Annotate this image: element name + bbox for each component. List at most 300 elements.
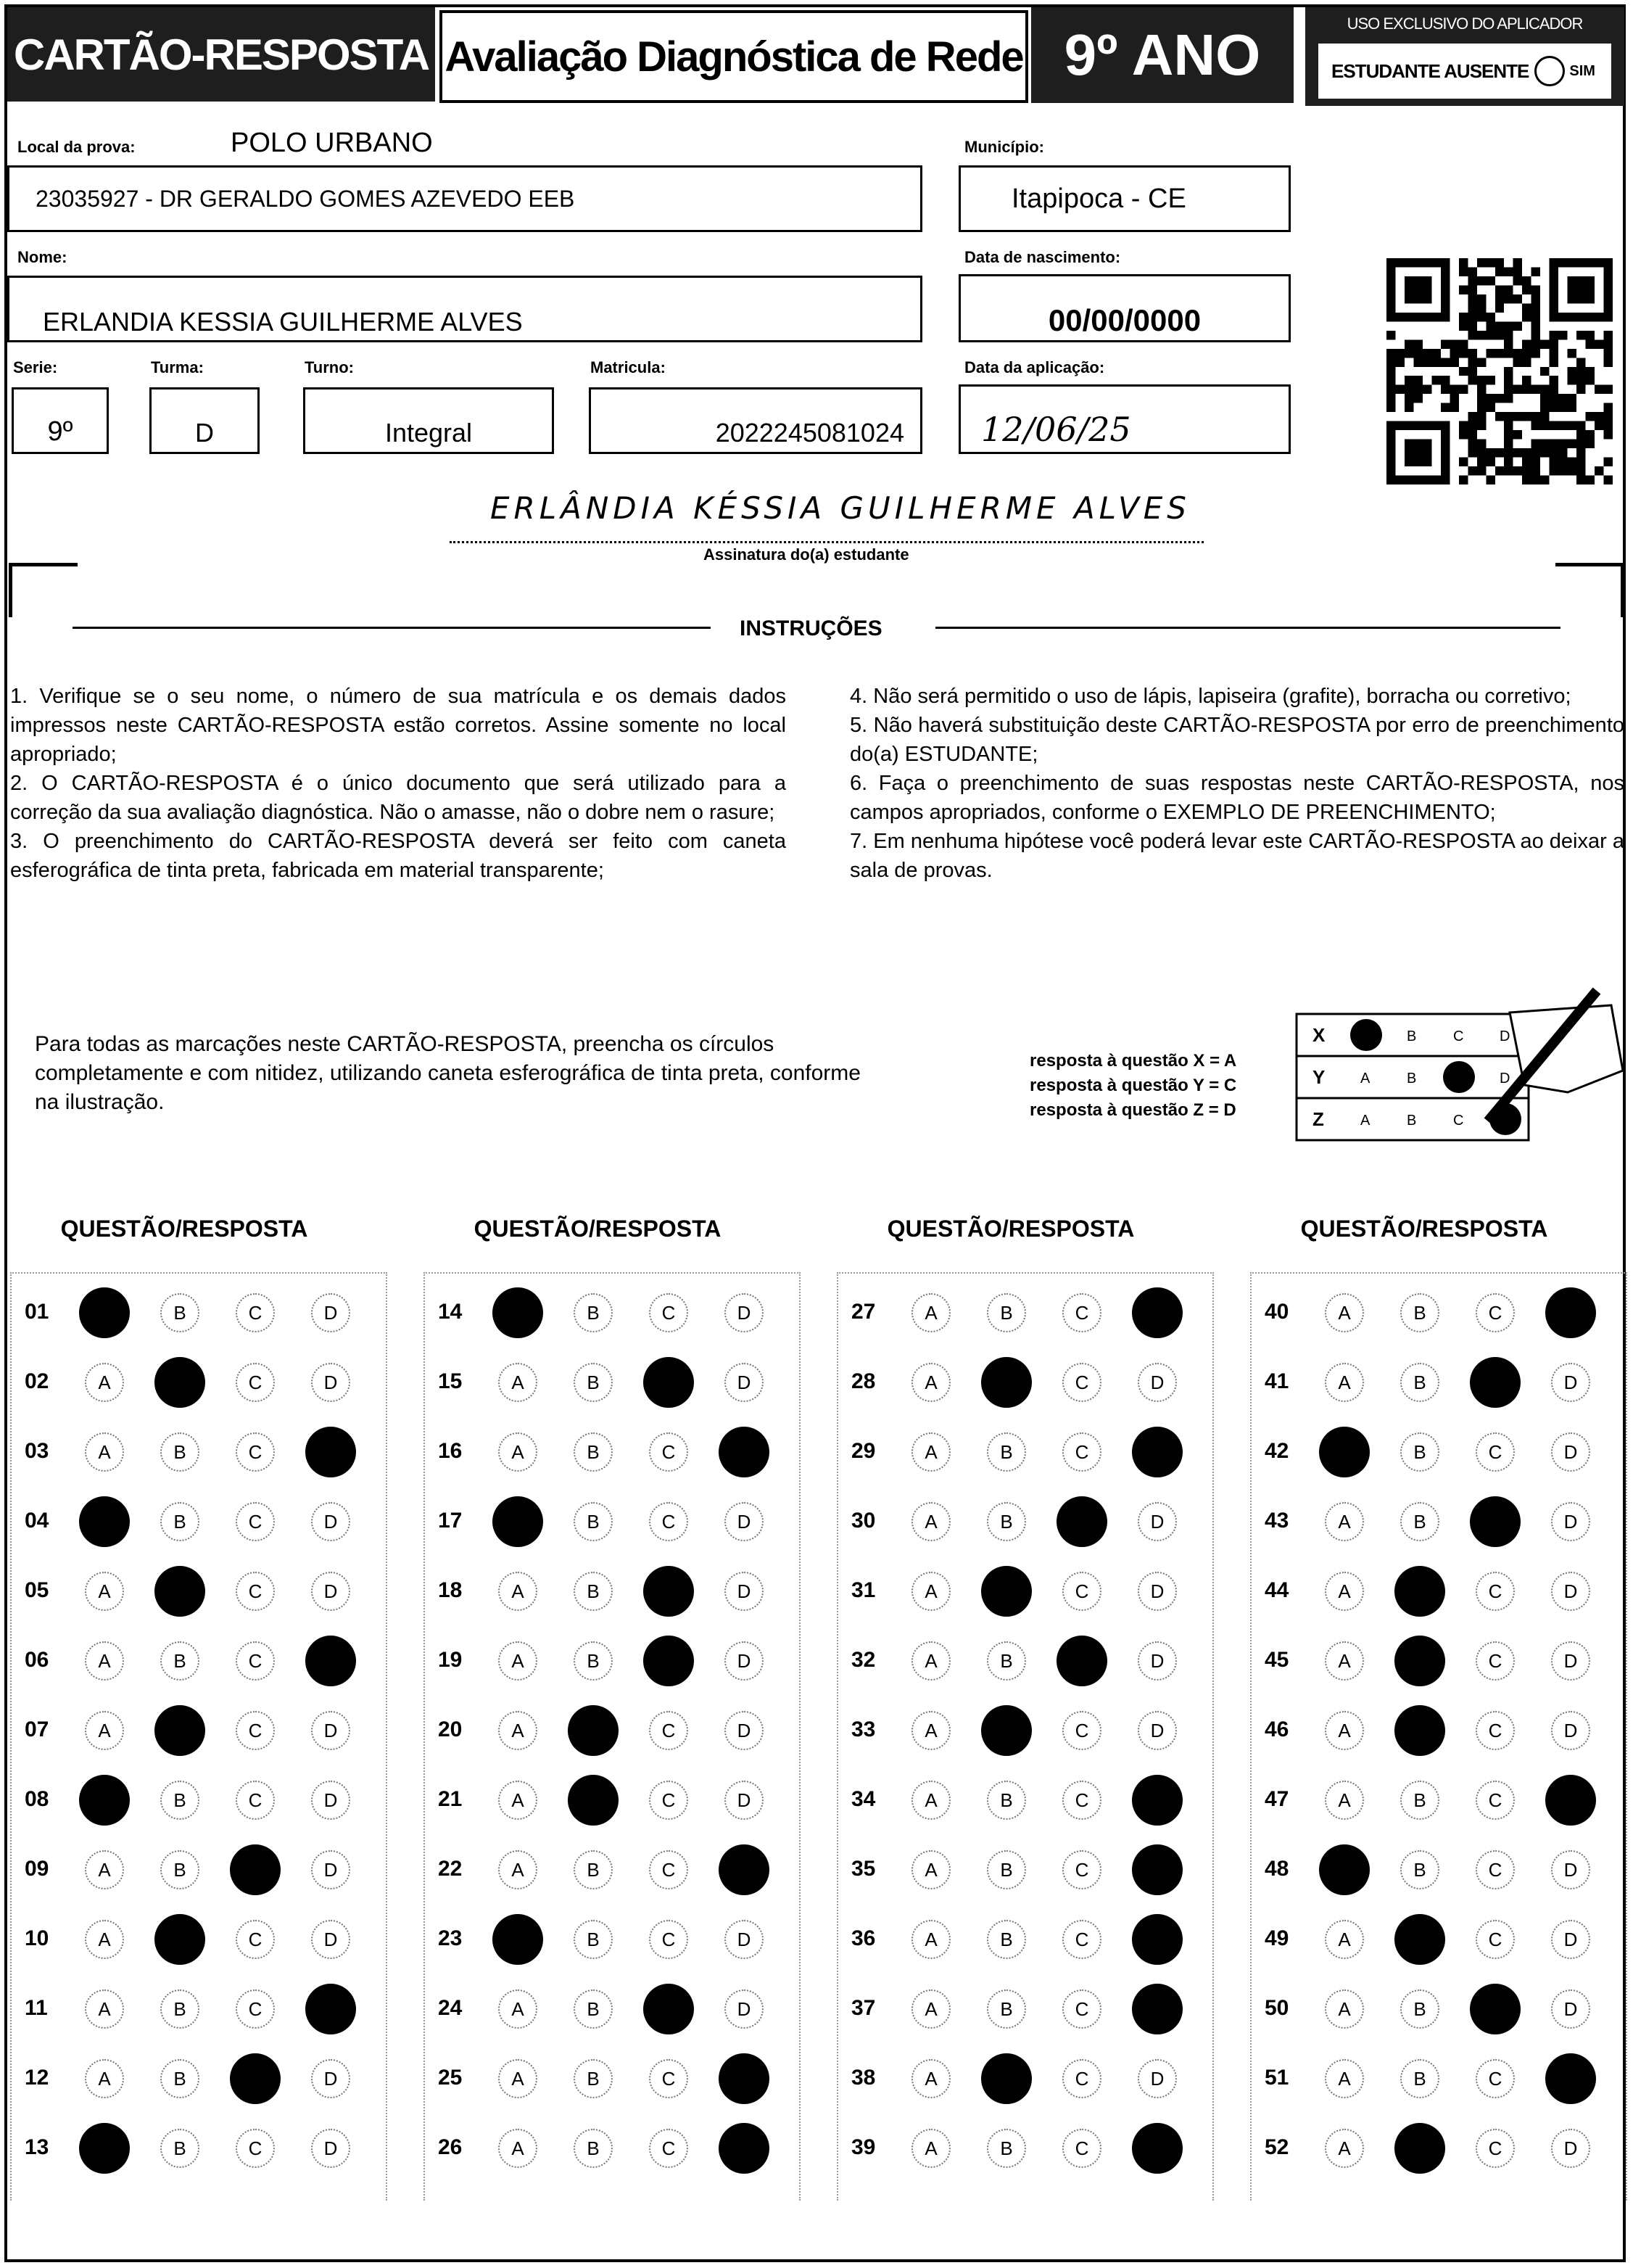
- column-title: QUESTÃO/RESPOSTA: [60, 1216, 308, 1242]
- answer-bubble[interactable]: C: [1062, 1572, 1101, 1611]
- answer-bubble[interactable]: A: [911, 1989, 951, 2029]
- answer-bubble-filled[interactable]: [1132, 1844, 1183, 1895]
- answer-bubble[interactable]: A: [911, 1432, 951, 1472]
- answer-bubble[interactable]: C: [1476, 1572, 1515, 1611]
- answer-bubble[interactable]: A: [498, 1572, 537, 1611]
- answer-bubble[interactable]: A: [498, 1850, 537, 1889]
- answer-bubble[interactable]: B: [987, 1641, 1026, 1681]
- answer-bubble[interactable]: D: [724, 1502, 764, 1541]
- question-number: 22: [438, 1857, 463, 1881]
- instruction-3: 3. O preenchimento do CARTÃO-RESPOSTA deverá ser feito com caneta esferográfica de tinta preta, fabricada em material transparente;: [10, 830, 786, 882]
- answer-bubble[interactable]: C: [649, 2059, 688, 2098]
- answer-bubble[interactable]: C: [1062, 1432, 1101, 1472]
- answer-bubble[interactable]: A: [1325, 1781, 1364, 1820]
- nasc-field: [959, 274, 1291, 342]
- answer-bubble[interactable]: C: [236, 1641, 275, 1681]
- answer-bubble-filled[interactable]: [492, 1914, 543, 1965]
- example-filled-bubble: [1350, 1019, 1382, 1051]
- answer-bubble-filled[interactable]: [1394, 2123, 1445, 2174]
- answer-bubble[interactable]: B: [987, 1432, 1026, 1472]
- answer-bubble[interactable]: B: [987, 1850, 1026, 1889]
- answer-bubble[interactable]: B: [160, 1781, 199, 1820]
- answer-bubble[interactable]: C: [236, 1920, 275, 1959]
- answer-bubble-filled[interactable]: [154, 1566, 205, 1617]
- answer-bubble[interactable]: D: [311, 1572, 350, 1611]
- answer-bubble[interactable]: C: [649, 1711, 688, 1750]
- answer-bubble[interactable]: D: [1551, 1711, 1590, 1750]
- answer-bubble[interactable]: A: [85, 1920, 124, 1959]
- answer-bubble[interactable]: C: [1476, 1781, 1515, 1820]
- example-option-letter: A: [1360, 1071, 1371, 1086]
- question-number: 40: [1265, 1300, 1289, 1324]
- answer-bubble[interactable]: C: [649, 1432, 688, 1472]
- question-number: 41: [1265, 1369, 1289, 1393]
- answer-bubble[interactable]: C: [1062, 1781, 1101, 1820]
- question-number: 23: [438, 1926, 463, 1950]
- answer-bubble-filled[interactable]: [79, 1496, 130, 1547]
- question-number: 10: [25, 1926, 49, 1950]
- example-option-letter: D: [1500, 1071, 1510, 1086]
- card-title: CARTÃO-RESPOSTA: [7, 7, 435, 102]
- answer-bubble[interactable]: A: [1325, 1641, 1364, 1681]
- answer-bubble[interactable]: A: [911, 1502, 951, 1541]
- answer-bubble[interactable]: C: [236, 1989, 275, 2029]
- answer-bubble[interactable]: A: [85, 1432, 124, 1472]
- answer-bubble[interactable]: D: [1551, 1641, 1590, 1681]
- question-number: 42: [1265, 1439, 1289, 1463]
- answer-bubble[interactable]: D: [1138, 1572, 1177, 1611]
- answer-bubble[interactable]: C: [1062, 2059, 1101, 2098]
- answer-bubble-filled[interactable]: [1394, 1705, 1445, 1756]
- answer-bubble[interactable]: D: [1551, 2129, 1590, 2168]
- answer-bubble-filled[interactable]: [305, 1427, 356, 1477]
- answer-bubble-filled[interactable]: [1545, 2053, 1596, 2104]
- question-number: 17: [438, 1509, 463, 1533]
- answer-bubble[interactable]: B: [574, 1363, 613, 1402]
- answer-bubble[interactable]: D: [724, 1363, 764, 1402]
- instruction-4: 4. Não será permitido o uso de lápis, lapiseira (grafite), borracha ou corretivo;: [850, 685, 1571, 708]
- answer-bubble-filled[interactable]: [719, 1427, 769, 1477]
- answer-bubble[interactable]: C: [649, 1293, 688, 1332]
- answer-bubble[interactable]: B: [1400, 1850, 1439, 1889]
- answer-bubble-filled[interactable]: [1132, 1287, 1183, 1338]
- instruction-1: 1. Verifique se o seu nome, o número de sua matrícula e os demais dados impressos neste CARTÃO-RESPOSTA estão corretos. Assine somente no local apropriado;: [10, 685, 786, 766]
- answer-bubble[interactable]: C: [1476, 1641, 1515, 1681]
- answer-bubble[interactable]: B: [1400, 2059, 1439, 2098]
- answer-bubble[interactable]: D: [311, 1502, 350, 1541]
- answer-bubble[interactable]: C: [236, 2129, 275, 2168]
- answer-bubble[interactable]: D: [311, 2129, 350, 2168]
- column-title: QUESTÃO/RESPOSTA: [887, 1216, 1135, 1242]
- matricula-label: Matricula:: [590, 358, 666, 376]
- absent-bubble[interactable]: [1534, 56, 1565, 86]
- answer-bubble[interactable]: D: [724, 1572, 764, 1611]
- turma-label: Turma:: [151, 358, 204, 376]
- answer-bubble[interactable]: B: [160, 1502, 199, 1541]
- answer-bubble-filled[interactable]: [1057, 1496, 1107, 1547]
- answer-bubble[interactable]: A: [911, 1641, 951, 1681]
- fill-example: [1292, 984, 1623, 1158]
- answer-bubble[interactable]: B: [574, 1641, 613, 1681]
- answer-bubble[interactable]: C: [1062, 1711, 1101, 1750]
- aplicacao-value: 12/06/25: [981, 410, 1131, 449]
- question-number: 49: [1265, 1926, 1289, 1950]
- answer-bubble-filled[interactable]: [154, 1914, 205, 1965]
- answer-bubble-filled[interactable]: [568, 1705, 619, 1756]
- question-number: 33: [851, 1718, 876, 1741]
- answer-bubble[interactable]: D: [311, 1781, 350, 1820]
- municipio-label: Município:: [964, 138, 1044, 156]
- answer-bubble-filled[interactable]: [719, 1844, 769, 1895]
- answer-bubble[interactable]: A: [498, 2129, 537, 2168]
- aplicacao-label: Data da aplicação:: [964, 358, 1105, 376]
- instr-rule-right: [935, 627, 1560, 629]
- answer-bubble[interactable]: C: [1062, 1989, 1101, 2029]
- answer-bubble-filled[interactable]: [1057, 1636, 1107, 1686]
- turno-label: Turno:: [305, 358, 355, 376]
- answer-bubble-filled[interactable]: [492, 1287, 543, 1338]
- example-line-z: resposta à questão Z = D: [1030, 1100, 1236, 1120]
- aplicador-title: USO EXCLUSIVO DO APLICADOR: [1347, 15, 1583, 33]
- grade-label: 9º ANO: [1031, 7, 1294, 103]
- answer-bubble[interactable]: B: [574, 1432, 613, 1472]
- answer-bubble-filled[interactable]: [719, 2123, 769, 2174]
- answer-bubble[interactable]: D: [1138, 1502, 1177, 1541]
- answer-bubble-filled[interactable]: [154, 1705, 205, 1756]
- local-value: POLO URBANO: [231, 128, 433, 158]
- answer-bubble-filled[interactable]: [1132, 1775, 1183, 1826]
- answer-bubble[interactable]: A: [911, 1363, 951, 1402]
- question-number: 34: [851, 1787, 876, 1811]
- answer-bubble[interactable]: B: [574, 2059, 613, 2098]
- nasc-value: 00/00/0000: [1048, 303, 1202, 337]
- answer-bubble[interactable]: A: [1325, 2059, 1364, 2098]
- example-labels: [1030, 1049, 1236, 1123]
- question-number: 20: [438, 1718, 463, 1741]
- answer-bubble[interactable]: A: [1325, 1502, 1364, 1541]
- answer-bubble[interactable]: A: [911, 1711, 951, 1750]
- answer-bubble[interactable]: D: [311, 2059, 350, 2098]
- answer-bubble[interactable]: D: [724, 1641, 764, 1681]
- answer-bubble[interactable]: C: [236, 1572, 275, 1611]
- answer-bubble[interactable]: A: [1325, 1293, 1364, 1332]
- instruction-5: 5. Não haverá substituição deste CARTÃO-RESPOSTA por erro de preenchimento do(a) ESTUDANTE;: [850, 714, 1624, 766]
- instruction-7: 7. Em nenhuma hipótese você poderá levar este CARTÃO-RESPOSTA ao deixar a sala de provas.: [850, 830, 1624, 882]
- answer-bubble[interactable]: B: [160, 1432, 199, 1472]
- answer-bubble-filled[interactable]: [1394, 1914, 1445, 1965]
- answer-bubble[interactable]: B: [574, 1850, 613, 1889]
- answer-bubble-filled[interactable]: [981, 1357, 1032, 1408]
- answer-bubble-filled[interactable]: [492, 1496, 543, 1547]
- example-line-y: resposta à questão Y = C: [1030, 1076, 1237, 1095]
- question-number: 16: [438, 1439, 463, 1463]
- answer-bubble[interactable]: C: [649, 2129, 688, 2168]
- answer-bubble-filled[interactable]: [1132, 1984, 1183, 2034]
- answer-bubble[interactable]: B: [160, 2129, 199, 2168]
- column-title: QUESTÃO/RESPOSTA: [474, 1216, 722, 1242]
- answer-bubble[interactable]: A: [911, 1920, 951, 1959]
- question-number: 51: [1265, 2066, 1289, 2090]
- question-number: 25: [438, 2066, 463, 2090]
- answer-bubble[interactable]: B: [160, 2059, 199, 2098]
- answer-bubble[interactable]: B: [574, 1920, 613, 1959]
- question-number: 24: [438, 1996, 463, 2020]
- answer-bubble[interactable]: D: [1551, 1363, 1590, 1402]
- answer-bubble-filled[interactable]: [230, 2053, 281, 2104]
- answer-bubble-filled[interactable]: [1470, 1984, 1521, 2034]
- answer-bubble[interactable]: D: [311, 1363, 350, 1402]
- answer-bubble[interactable]: B: [160, 1989, 199, 2029]
- answer-bubble[interactable]: C: [236, 1781, 275, 1820]
- local-label: Local da prova:: [17, 138, 136, 156]
- municipio-value: Itapipoca - CE: [1012, 183, 1186, 214]
- question-number: 28: [851, 1369, 876, 1393]
- signature: ERLÂNDIA KÉSSIA GUILHERME ALVES: [490, 490, 1191, 526]
- answer-bubble-filled[interactable]: [981, 2053, 1032, 2104]
- answer-bubble-filled[interactable]: [79, 1287, 130, 1338]
- question-number: 32: [851, 1648, 876, 1672]
- answer-bubble[interactable]: B: [574, 1293, 613, 1332]
- answer-bubble[interactable]: A: [1325, 1572, 1364, 1611]
- question-number: 37: [851, 1996, 876, 2020]
- answer-bubble[interactable]: B: [1400, 1363, 1439, 1402]
- question-number: 48: [1265, 1857, 1289, 1881]
- answer-bubble[interactable]: D: [1551, 1920, 1590, 1959]
- answer-bubble[interactable]: A: [498, 1711, 537, 1750]
- answer-bubble[interactable]: A: [498, 1432, 537, 1472]
- corner-mark-right: [1555, 563, 1624, 617]
- answer-bubble[interactable]: D: [311, 1920, 350, 1959]
- answer-bubble[interactable]: D: [311, 1711, 350, 1750]
- answer-bubble[interactable]: A: [85, 1989, 124, 2029]
- answer-bubble-filled[interactable]: [1470, 1357, 1521, 1408]
- matricula-value: 2022245081024: [715, 418, 904, 448]
- answer-bubble[interactable]: D: [1551, 1432, 1590, 1472]
- answer-bubble[interactable]: C: [1062, 1850, 1101, 1889]
- answer-bubble[interactable]: B: [1400, 1781, 1439, 1820]
- answer-bubble[interactable]: A: [911, 2059, 951, 2098]
- question-number: 12: [25, 2066, 49, 2090]
- example-question-label: X: [1312, 1024, 1326, 1046]
- question-number: 45: [1265, 1648, 1289, 1672]
- municipio-field: [959, 165, 1291, 232]
- question-number: 05: [25, 1578, 49, 1602]
- answer-bubble[interactable]: C: [1476, 1920, 1515, 1959]
- answer-bubble[interactable]: B: [160, 1850, 199, 1889]
- answer-bubble[interactable]: D: [311, 1850, 350, 1889]
- answer-bubble[interactable]: B: [1400, 1989, 1439, 2029]
- fill-note: Para todas as marcações neste CARTÃO-RESPOSTA, preencha os círculos completamente e com nitidez, utilizando caneta esferográfica de tinta preta, conforme na ilustração.: [35, 1032, 861, 1114]
- example-question-label: Z: [1312, 1108, 1324, 1130]
- answer-bubble-filled[interactable]: [1545, 1775, 1596, 1826]
- school-field: [7, 165, 922, 232]
- answer-bubble[interactable]: C: [649, 1920, 688, 1959]
- answer-bubble[interactable]: A: [85, 1850, 124, 1889]
- answer-bubble-filled[interactable]: [568, 1775, 619, 1826]
- turma-field: [149, 387, 260, 454]
- answer-bubble[interactable]: A: [498, 1641, 537, 1681]
- answer-bubble[interactable]: B: [1400, 1293, 1439, 1332]
- answer-bubble[interactable]: D: [1138, 1711, 1177, 1750]
- question-number: 52: [1265, 2135, 1289, 2159]
- sim-label: SIM: [1569, 62, 1595, 79]
- nome-label: Nome:: [17, 248, 67, 266]
- example-option-letter: B: [1407, 1071, 1417, 1086]
- answer-bubble[interactable]: B: [987, 2129, 1026, 2168]
- answer-bubble-filled[interactable]: [981, 1566, 1032, 1617]
- answer-bubble[interactable]: B: [987, 1989, 1026, 2029]
- answer-bubble[interactable]: D: [1551, 1850, 1590, 1889]
- answer-bubble[interactable]: D: [1138, 2059, 1177, 2098]
- answer-bubble-filled[interactable]: [1319, 1844, 1370, 1895]
- answer-bubble[interactable]: C: [1476, 1432, 1515, 1472]
- answer-bubble[interactable]: C: [649, 1781, 688, 1820]
- answer-bubble-filled[interactable]: [719, 2053, 769, 2104]
- answer-bubble[interactable]: A: [1325, 1989, 1364, 2029]
- answer-bubble[interactable]: B: [1400, 1502, 1439, 1541]
- answer-bubble[interactable]: A: [911, 2129, 951, 2168]
- answer-bubble[interactable]: B: [160, 1641, 199, 1681]
- answer-bubble[interactable]: A: [85, 1711, 124, 1750]
- answer-bubble[interactable]: A: [498, 2059, 537, 2098]
- answer-bubble[interactable]: D: [724, 1920, 764, 1959]
- answer-bubble[interactable]: D: [1138, 1641, 1177, 1681]
- question-number: 27: [851, 1300, 876, 1324]
- answer-bubble[interactable]: A: [911, 1781, 951, 1820]
- instructions-title: INSTRUÇÕES: [740, 617, 882, 640]
- answer-bubble[interactable]: A: [1325, 2129, 1364, 2168]
- aplicador-box: [1305, 7, 1624, 106]
- answer-bubble[interactable]: B: [574, 1502, 613, 1541]
- answer-bubble[interactable]: A: [85, 1641, 124, 1681]
- answer-bubble[interactable]: C: [1062, 1293, 1101, 1332]
- answer-bubble-filled[interactable]: [1132, 1914, 1183, 1965]
- answer-bubble[interactable]: C: [1062, 1920, 1101, 1959]
- question-number: 04: [25, 1509, 49, 1533]
- answer-bubble-filled[interactable]: [79, 2123, 130, 2174]
- answer-bubble-filled[interactable]: [1470, 1496, 1521, 1547]
- answer-bubble-filled[interactable]: [643, 1636, 694, 1686]
- answer-bubble[interactable]: C: [1062, 1363, 1101, 1402]
- answer-bubble[interactable]: B: [987, 1920, 1026, 1959]
- answer-bubble[interactable]: B: [160, 1293, 199, 1332]
- answer-bubble[interactable]: C: [1476, 1711, 1515, 1750]
- answer-bubble[interactable]: B: [574, 2129, 613, 2168]
- answer-bubble[interactable]: D: [1551, 1989, 1590, 2029]
- answer-bubble[interactable]: A: [1325, 1920, 1364, 1959]
- answer-bubble-filled[interactable]: [79, 1775, 130, 1826]
- answer-bubble[interactable]: A: [498, 1781, 537, 1820]
- question-number: 36: [851, 1926, 876, 1950]
- answer-bubble[interactable]: D: [724, 1711, 764, 1750]
- example-option-letter: B: [1407, 1113, 1417, 1129]
- answer-bubble[interactable]: B: [987, 1502, 1026, 1541]
- answer-bubble[interactable]: C: [1476, 2059, 1515, 2098]
- answer-bubble-filled[interactable]: [230, 1844, 281, 1895]
- answer-bubble-filled[interactable]: [1394, 1566, 1445, 1617]
- question-number: 09: [25, 1857, 49, 1881]
- question-number: 38: [851, 2066, 876, 2090]
- example-line-x: resposta à questão X = A: [1030, 1051, 1237, 1071]
- answer-bubble[interactable]: B: [1400, 1432, 1439, 1472]
- answer-bubble[interactable]: A: [911, 1293, 951, 1332]
- example-option-letter: B: [1407, 1028, 1417, 1044]
- answer-bubble[interactable]: D: [1551, 1572, 1590, 1611]
- answer-bubble[interactable]: A: [498, 1363, 537, 1402]
- answer-bubble-filled[interactable]: [1132, 2123, 1183, 2174]
- answer-bubble-filled[interactable]: [1394, 1636, 1445, 1686]
- answer-bubble-filled[interactable]: [154, 1357, 205, 1408]
- nasc-label: Data de nascimento:: [964, 248, 1121, 266]
- turno-value: Integral: [384, 418, 473, 448]
- answer-bubble-filled[interactable]: [643, 1357, 694, 1408]
- answer-bubble[interactable]: A: [1325, 1711, 1364, 1750]
- exam-title: Avaliação Diagnóstica de Rede: [439, 10, 1028, 103]
- answer-bubble[interactable]: D: [1551, 1502, 1590, 1541]
- answer-bubble[interactable]: C: [649, 1850, 688, 1889]
- answer-bubble-filled[interactable]: [643, 1566, 694, 1617]
- answer-bubble[interactable]: C: [236, 1293, 275, 1332]
- answer-bubble[interactable]: C: [649, 1502, 688, 1541]
- answer-bubble[interactable]: C: [236, 1502, 275, 1541]
- answer-bubble[interactable]: C: [1476, 2129, 1515, 2168]
- answer-bubble[interactable]: A: [85, 1572, 124, 1611]
- question-number: 50: [1265, 1996, 1289, 2020]
- answer-bubble-filled[interactable]: [981, 1705, 1032, 1756]
- instructions-right: [850, 682, 1624, 885]
- answer-bubble[interactable]: A: [85, 2059, 124, 2098]
- answer-bubble-filled[interactable]: [305, 1636, 356, 1686]
- answer-bubble-filled[interactable]: [1319, 1427, 1370, 1477]
- signature-label: Assinatura do(a) estudante: [703, 545, 909, 564]
- question-number: 35: [851, 1857, 876, 1881]
- answer-bubble[interactable]: C: [1476, 1850, 1515, 1889]
- answer-bubble-filled[interactable]: [305, 1984, 356, 2034]
- aplicacao-field: [959, 384, 1291, 454]
- answer-bubble[interactable]: C: [236, 1363, 275, 1402]
- question-number: 26: [438, 2135, 463, 2159]
- nome-value: ERLANDIA KESSIA GUILHERME ALVES: [43, 307, 523, 337]
- answer-bubble[interactable]: A: [911, 1572, 951, 1611]
- answer-bubble[interactable]: D: [1138, 1363, 1177, 1402]
- serie-label: Serie:: [13, 358, 58, 376]
- answer-bubble[interactable]: D: [724, 1989, 764, 2029]
- answer-bubble[interactable]: D: [311, 1293, 350, 1332]
- answer-bubble[interactable]: D: [724, 1293, 764, 1332]
- answer-bubble[interactable]: B: [987, 1293, 1026, 1332]
- turno-field: [303, 387, 554, 454]
- answer-bubble[interactable]: B: [574, 1989, 613, 2029]
- answer-bubble[interactable]: C: [236, 1711, 275, 1750]
- answer-bubble[interactable]: B: [987, 1781, 1026, 1820]
- answer-bubble[interactable]: C: [1476, 1293, 1515, 1332]
- answer-bubble[interactable]: A: [911, 1850, 951, 1889]
- question-number: 46: [1265, 1718, 1289, 1741]
- answer-bubble[interactable]: A: [498, 1989, 537, 2029]
- answer-bubble[interactable]: A: [85, 1363, 124, 1402]
- answer-bubble-filled[interactable]: [1132, 1427, 1183, 1477]
- answer-bubble[interactable]: D: [724, 1781, 764, 1820]
- turma-value: D: [195, 418, 214, 448]
- answer-bubble[interactable]: B: [574, 1572, 613, 1611]
- question-number: 01: [25, 1300, 49, 1324]
- answer-bubble-filled[interactable]: [643, 1984, 694, 2034]
- answer-bubble[interactable]: C: [1062, 2129, 1101, 2168]
- answer-bubble[interactable]: C: [236, 1432, 275, 1472]
- answer-bubble-filled[interactable]: [1545, 1287, 1596, 1338]
- question-number: 03: [25, 1439, 49, 1463]
- answer-bubble[interactable]: A: [1325, 1363, 1364, 1402]
